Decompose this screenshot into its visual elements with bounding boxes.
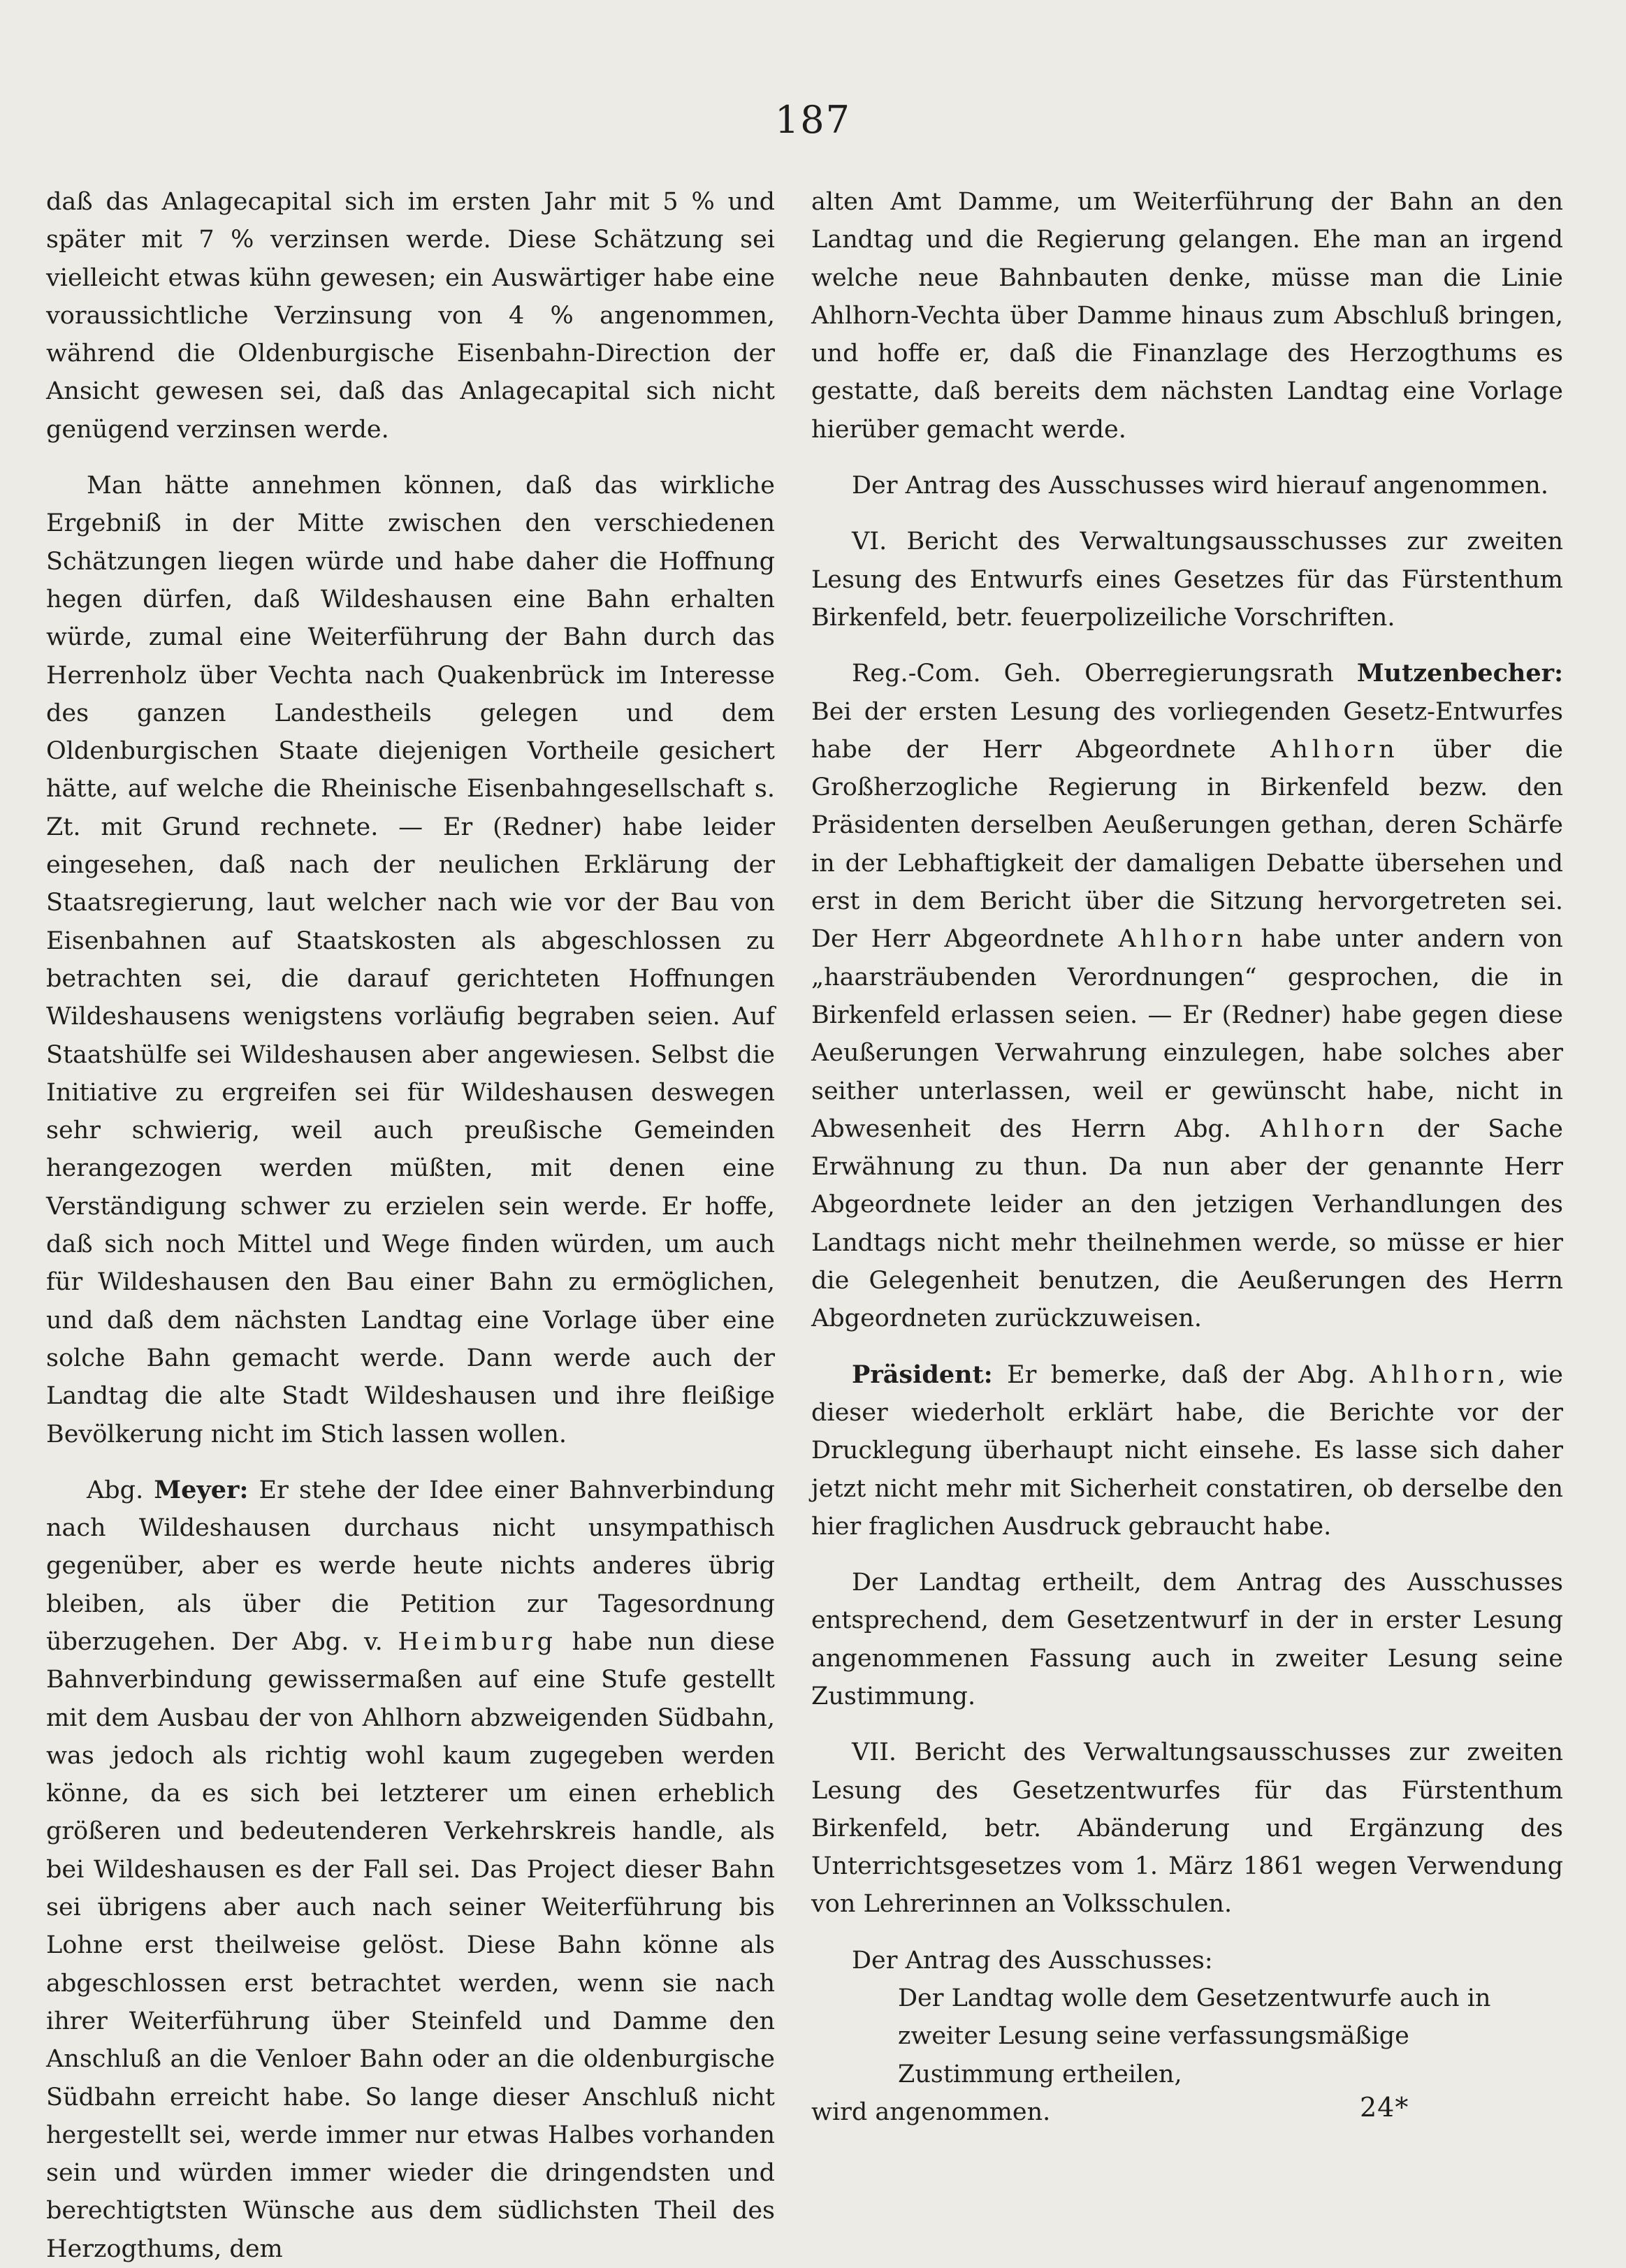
meyer-paragraph	[46, 1471, 775, 2268]
person-name: Ahlhorn	[1260, 1114, 1389, 1143]
paragraph-text: Er stehe der Idee einer Bahnverbindung nach Wildeshausen durchaus nicht unsympathisch gegenüber, aber es werde heute nichts anderes übrig bleiben, als über die Petition zur Tagesordnung überzugehen. Der Abg. v.	[46, 1476, 775, 1656]
person-name: Heimburg	[398, 1627, 558, 1656]
person-name: Ahlhorn	[1270, 735, 1399, 764]
person-name: Ahlhorn	[1369, 1360, 1498, 1389]
paragraph: wird angenommen.	[811, 2098, 1051, 2126]
praesident-paragraph: Präsident: Er bemerke, daß der Abg. Ahlhorn, wie dieser wiederholt erklärt habe, die Berichte vor der Drucklegung überhaupt nicht einsehe. Es lasse sich daher jetzt nicht mehr mit Sicherheit constatiren, ob derselbe den hier fraglichen Ausdruck gebraucht habe.	[811, 1360, 1563, 1541]
paragraph-text: habe unter andern von „haarsträubenden Verordnungen“ gesprochen, die in Birkenfeld erlassen seien. — Er (Redner) habe gegen diese Aeußerungen Verwahrung einzulegen, habe solches aber seither unterlassen, weil er gewünscht habe, nicht in Abwesenheit des Herrn Abg.	[811, 925, 1563, 1143]
right-column	[811, 183, 1563, 2131]
signature-mark: 24*	[1360, 2092, 1409, 2123]
paragraph: daß das Anlagecapital sich im ersten Jahr mit 5 % und später mit 7 % verzinsen werde. Diese Schätzung sei vielleicht etwas kühn gewesen; ein Auswärtiger habe eine voraussichtliche Verzinsung von 4 % angenommen, während die Oldenburgische Eisenbahn-Direction der Ansicht gewesen sei, daß das Anlagecapital sich nicht genügend verzinsen werde.	[46, 188, 775, 444]
speaker-name: Mutzenbecher:	[1356, 659, 1563, 688]
paragraph: Der Antrag des Ausschusses wird hierauf angenommen.	[852, 472, 1548, 500]
paragraph-text: wie dieser wiederholt erklärt habe, die Berichte vor der Drucklegung überhaupt nicht einsehe. Es lasse sich daher jetzt nicht mehr mit Sicherheit constatiren, ob derselbe den hier fraglichen Ausdruck gebraucht habe.	[811, 1360, 1563, 1541]
speaker-name: Meyer:	[154, 1475, 249, 1504]
paragraph-text: Bei der ersten Lesung des vorliegenden Gesetz-Entwurfes habe der Herr Abgeordnete	[811, 697, 1563, 764]
speaker-prefix: Reg.-Com. Geh. Oberregierungsrath	[852, 660, 1334, 688]
paragraph: Der Antrag des Ausschusses:	[852, 1946, 1213, 1975]
left-column	[46, 183, 775, 2268]
paragraph-text: habe nun diese Bahnverbindung gewissermaßen auf eine Stufe gestellt mit dem Ausbau der von Ahlhorn abzweigenden Südbahn, was jedoch als richtig wohl kaum zugegeben werden könne, da es sich bei letzterer um einen erheblich größeren und bedeutenderen Verkehrskreis handle, als bei Wildeshausen es der Fall sei. Das Project dieser Bahn sei übrigens aber auch nach seiner Weiterführung bis Lohne erst theilweise gelöst. Diese Bahn könne als abgeschlossen erst betrachtet werden, wenn sie nach ihrer Weiterführung über Steinfeld und Damme den Anschluß an die Venloer Bahn oder an die oldenburgische Südbahn erreicht habe. So lange dieser Anschluß nicht hergestellt sei, werde immer nur etwas Halbes vorhanden sein und würden immer wieder die dringendsten und berechtigtsten Wünsche aus dem südlichsten Theil des Herzogthums, dem	[46, 1627, 775, 2263]
quoted-motion: Der Landtag wolle dem Gesetzentwurfe auch in zweiter Lesung seine verfassungsmäßige Zustimmung ertheilen,	[898, 1984, 1491, 2088]
paragraph: Man hätte annehmen können, daß das wirkliche Ergebniß in der Mitte zwischen den verschiedenen Schätzungen liegen würde und habe daher die Hoffnung hegen dürfen, daß Wildeshausen eine Bahn erhalten würde, zumal eine Weiterführung der Bahn durch das Herrenholz über Vechta nach Quakenbrück im Interesse des ganzen Landestheils gelegen und dem Oldenburgischen Staate diejenigen Vortheile gesichert hätte, auf welche die Rheinische Eisenbahngesellschaft s. Zt. mit Grund rechnete. — Er (Redner) habe leider eingesehen, daß nach der neulichen Erklärung der Staatsregierung, laut welcher nach wie vor der Bau von Eisenbahnen auf Staatskosten als abgeschlossen zu betrachten sei, die darauf gerichteten Hoffnungen Wildeshausens wenigstens vorläufig begraben seien. Auf Staatshülfe sei Wildeshausen aber angewiesen. Selbst die Initiative zu ergreifen sei für Wildeshausen deswegen sehr schwierig, weil auch preußische Gemeinden herangezogen werden müßten, mit denen eine Verständigung schwer zu erzielen sein werde. Er hoffe, daß sich noch Mittel und Wege finden würden, um auch für Wildeshausen den Bau einer Bahn zu ermöglichen, und daß dem nächsten Landtag eine Vorlage über eine solche Bahn gemacht werde. Dann werde auch der Landtag die alte Stadt Wildeshausen und ihre fleißige Bevölkerung nicht im Stich lassen wollen.	[46, 472, 775, 1448]
paragraph: Der Landtag ertheilt, dem Antrag des Ausschusses entsprechend, dem Gesetzentwurf in der in erster Lesung angenommenen Fassung auch in zweiter Lesung seine Zustimmung.	[811, 1569, 1563, 1710]
person-name: Ahlhorn	[1118, 925, 1247, 954]
paragraph-text: über die Großherzogliche Regierung in Birkenfeld bezw. den Präsidenten derselben Aeußerungen gethan, deren Schärfe in der Lebhaftigkeit der damaligen Debatte übersehen und erst in dem Bericht über die Sitzung hervorgetreten sei. Der Herr Abgeordnete	[811, 735, 1563, 954]
paragraph: alten Amt Damme, um Weiterführung der Bahn an den Landtag und die Regierung gelangen. Ehe man an irgend welche neue Bahnbauten denke, müsse man die Linie Ahlhorn-Vechta über Damme hinaus zum Abschluß bringen, und hoffe er, daß die Finanzlage des Herzogthums es gestatte, daß bereits dem nächsten Landtag eine Vorlage hierüber gemacht werde.	[811, 188, 1563, 444]
speaker-name: Präsident:	[852, 1360, 993, 1389]
section-heading: VI. Bericht des Verwaltungsausschusses zur zweiten Lesung des Entwurfs eines Gesetzes für das Fürstenthum Birkenfeld, betr. feuerpolizeiliche Vorschriften.	[811, 528, 1563, 632]
paragraph-text: Er bemerke, daß der Abg.	[1007, 1360, 1356, 1389]
speaker-prefix: Abg.	[87, 1476, 144, 1504]
page-number: 187	[774, 98, 852, 142]
paragraph-text: der Sache Erwähnung zu thun. Da nun aber der genannte Herr Abgeordnete leider an den jetzigen Verhandlungen des Landtags nicht mehr theilnehmen werde, so müsse er hier die Gelegenheit benutzen, die Aeußerungen des Herrn Abgeordneten zurückzuweisen.	[811, 1114, 1563, 1333]
section-heading: VII. Bericht des Verwaltungsausschusses zur zweiten Lesung des Gesetzentwurfes für das Fürstenthum Birkenfeld, betr. Abänderung und Ergänzung des Unterrichtsgesetzes vom 1. März 1861 wegen Verwendung von Lehrerinnen an Volksschulen.	[811, 1738, 1563, 1919]
mutzenbecher-paragraph	[811, 655, 1563, 1337]
